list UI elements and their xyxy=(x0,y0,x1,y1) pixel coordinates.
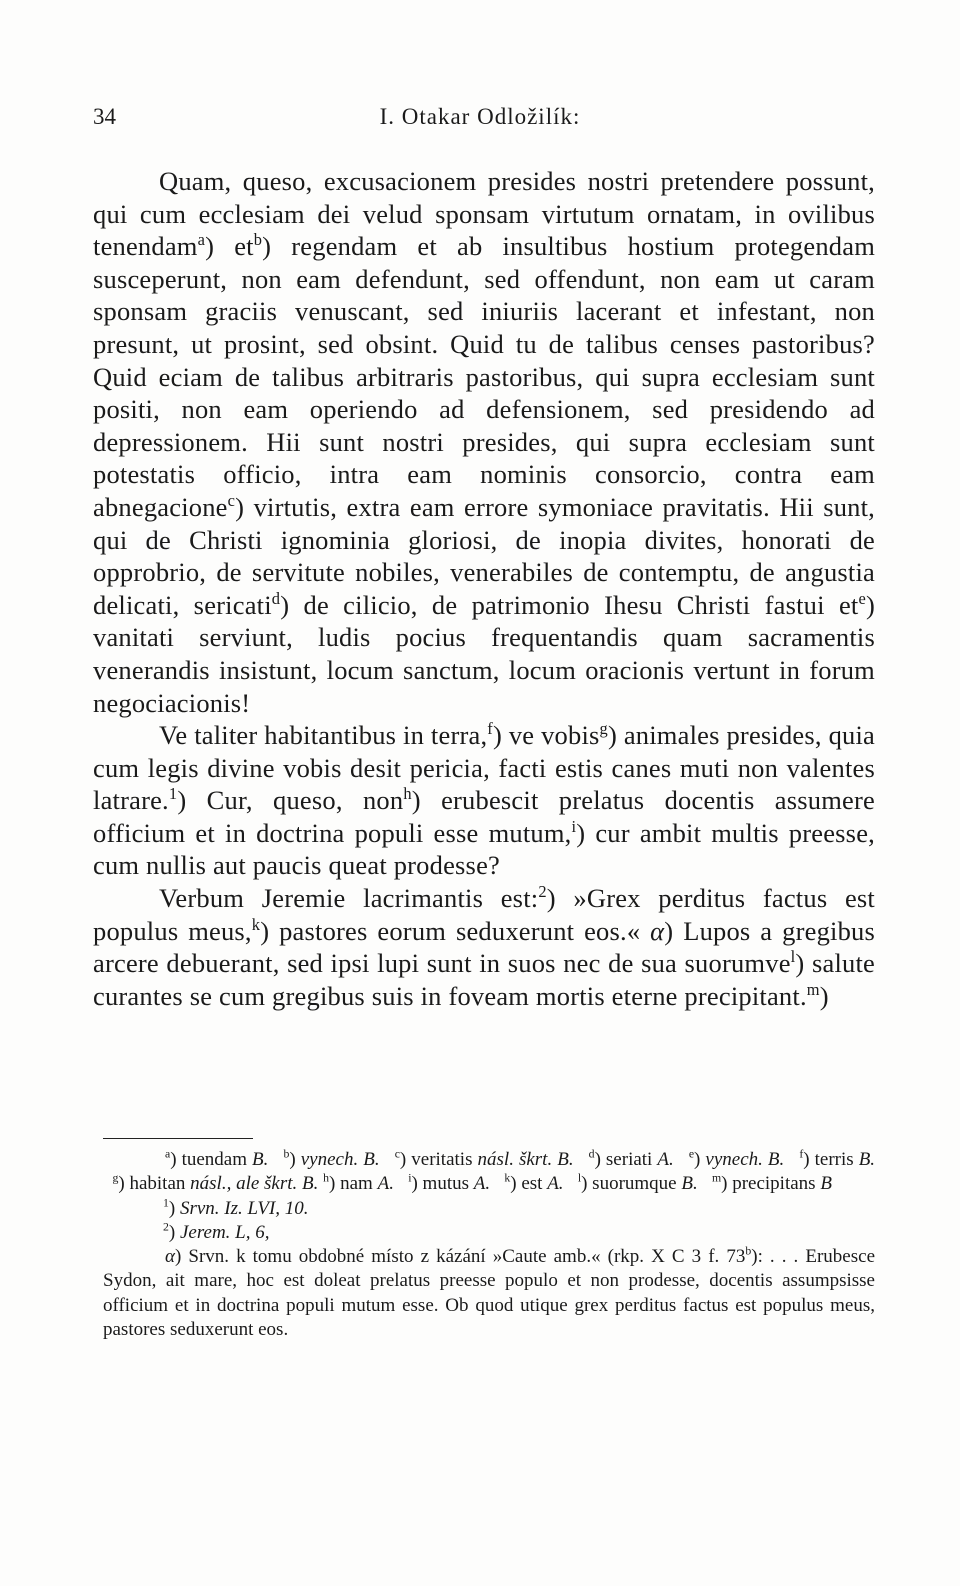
note-marker: g xyxy=(599,719,608,739)
page-header xyxy=(93,98,867,138)
siglum: A. xyxy=(657,1149,674,1170)
note-marker: e xyxy=(688,1147,695,1161)
text-run: ) pastores eorum seduxerunt eos.« xyxy=(260,915,651,946)
paragraph-1 xyxy=(93,165,875,719)
note-marker: 1 xyxy=(163,1196,169,1210)
text-run: ) animales presides, quia cum legis divine vobis desit pericia, facti estis canes muti non valentes latrare. xyxy=(93,720,876,816)
citation-note-2 xyxy=(103,1221,875,1245)
note-marker: e xyxy=(858,588,866,608)
note-marker: g xyxy=(112,1171,119,1185)
note-text: ) terris xyxy=(803,1149,859,1170)
note-text: ) xyxy=(168,1221,180,1243)
citation-note-1 xyxy=(103,1197,875,1221)
text-run: ) virtutis, extra eam errore symoniace pravitatis. Hii sunt, qui de Christi ignominia gloriosi, de inopia divites, honorati de opprobrio, de servitute nobiles, venerabiles de contemptu, de angustia delicati, sericati xyxy=(93,491,875,620)
running-title: I. Otakar Odložilík: xyxy=(379,104,581,129)
citation: Jerem. L, 6, xyxy=(179,1221,270,1243)
note-marker: a xyxy=(165,1147,171,1161)
text-run: ) de cilicio, de patrimonio Ihesu Christi fastui et xyxy=(280,589,859,620)
text-run: ) et xyxy=(205,231,254,262)
note-text: ) tuendam xyxy=(170,1149,253,1170)
note-marker: h xyxy=(323,1171,330,1185)
note-marker: 1 xyxy=(168,784,178,804)
text-run: ) cur ambit multis preesse, cum nullis aut paucis queat prodesse? xyxy=(93,817,875,881)
paragraph-2 xyxy=(93,719,875,882)
note-text: ) nam xyxy=(329,1173,378,1195)
note-marker: f xyxy=(487,719,493,739)
page-number: 34 xyxy=(93,104,116,129)
siglum: vynech. B. xyxy=(705,1149,785,1170)
text-run: ) Cur, queso, non xyxy=(177,785,404,816)
note-marker: b xyxy=(283,1147,290,1161)
note-marker: b xyxy=(745,1244,752,1258)
note-marker: h xyxy=(403,784,412,804)
text-run: Verbum Jeremie lacrimantis est: xyxy=(159,883,539,914)
footnotes xyxy=(103,1148,875,1342)
note-text: ) xyxy=(694,1149,706,1170)
note-text: ) veritatis xyxy=(399,1149,478,1170)
text-run: Quam, queso, excusacionem presides nostri pretendere possunt, qui cum ecclesiam dei velud sponsam virtutum ornatam, in ovilibus tenendam xyxy=(93,166,875,262)
text-run: ) »Grex perditus factus est populus meus, xyxy=(93,883,875,946)
siglum: A. xyxy=(547,1173,564,1195)
siglum: B xyxy=(820,1173,832,1195)
note-marker: m xyxy=(806,980,820,1000)
text-run: ) ve vobis xyxy=(492,720,600,751)
siglum: A. xyxy=(473,1173,491,1195)
text-run: ) xyxy=(819,980,829,1011)
note-text: ) seriati xyxy=(594,1149,658,1170)
note-marker: a xyxy=(197,230,206,250)
note-marker: m xyxy=(711,1171,722,1185)
note-marker: c xyxy=(227,491,236,511)
note-marker: 2 xyxy=(538,882,547,902)
siglum: B. xyxy=(681,1173,698,1195)
note-text: ) precipitans xyxy=(721,1173,821,1195)
paragraph-3 xyxy=(93,882,875,1012)
note-marker: l xyxy=(577,1171,582,1185)
siglum: B. xyxy=(858,1149,876,1170)
note-text: ) est xyxy=(510,1173,548,1195)
siglum: násl. škrt. B. xyxy=(477,1149,574,1170)
note-marker: i xyxy=(571,817,577,837)
siglum: násl., ale škrt. B. xyxy=(190,1173,319,1195)
note-marker: f xyxy=(799,1147,804,1161)
note-marker: i xyxy=(408,1171,412,1185)
note-text: ) suorumque xyxy=(581,1173,682,1195)
variant-notes xyxy=(103,1148,875,1197)
note-marker: d xyxy=(271,588,281,608)
note-text: ) Srvn. k tomu obdobné místo z kázání »Caute amb.« (rkp. X C 3 f. 73 xyxy=(174,1246,746,1268)
citation: Srvn. Iz. LVI, 10. xyxy=(179,1197,309,1219)
note-marker: d xyxy=(588,1147,595,1161)
text-run: ) salute curantes se cum gregibus suis in foveam mortis eterne precipitant. xyxy=(93,948,875,1011)
text-run: ) Lupos a gregibus arcere debuerant, sed ipsi lupi sunt in suos nec de sua suorumve xyxy=(93,915,876,979)
note-text: ) xyxy=(289,1149,301,1170)
note-marker: k xyxy=(504,1171,511,1185)
text-run: Ve taliter habitantibus in terra, xyxy=(159,720,488,751)
note-marker: 2 xyxy=(163,1220,169,1234)
note-text: ): . . . Erubesce Sydon, ait mare, hoc est doleat prelatus preesse populo et non prodesse, docentis assumpsisse officium et in doctrina populi mutum esse. Ob quod utique grex perditus factus est populus meus, pastores seduxerunt eos. xyxy=(103,1246,876,1341)
note-text: ) xyxy=(168,1197,180,1219)
text-run: ) erubescit prelatus docentis assumere officium et in doctrina populi esse mutum, xyxy=(93,785,875,848)
note-text: ) habitan xyxy=(118,1173,191,1195)
note-marker: c xyxy=(394,1147,400,1161)
siglum: vynech. B. xyxy=(300,1149,380,1170)
note-marker: l xyxy=(790,947,796,967)
note-text: ) mutus xyxy=(411,1173,474,1195)
text-run: ) regendam et ab insultibus hostium protegendam susceperunt, non eam defendunt, sed offendunt, non eam ut caram sponsam graciis venuscant, sed iniuriis lacerant et infestant, non presunt, ut prosint, sed obsint. Quid tu de talibus censes pastoribus? Quid eciam de talibus arbitraris pastoribus, qui supra ecclesiam sunt positi, non eam operiendo ad defensionem, sed presidendo ad depressionem. Hii sunt nostri presides, qui supra ecclesiam sunt potestatis officio, intra eam nominis consorcio, contra eam abnegacione xyxy=(93,231,876,522)
commentary-note xyxy=(103,1245,875,1342)
note-marker: α xyxy=(650,915,665,946)
text-run: ) vanitati serviunt, ludis pocius frequentandis quam sacramentis venerandis insistunt, locum sanctum, locum oracionis vertunt in forum negociacionis! xyxy=(93,589,875,718)
main-text xyxy=(93,165,875,1012)
siglum: A. xyxy=(377,1173,394,1195)
note-marker: k xyxy=(251,914,261,934)
footnote-rule xyxy=(103,1138,253,1139)
note-marker: α xyxy=(165,1246,175,1268)
note-marker: b xyxy=(253,230,263,250)
siglum: B. xyxy=(252,1149,269,1170)
